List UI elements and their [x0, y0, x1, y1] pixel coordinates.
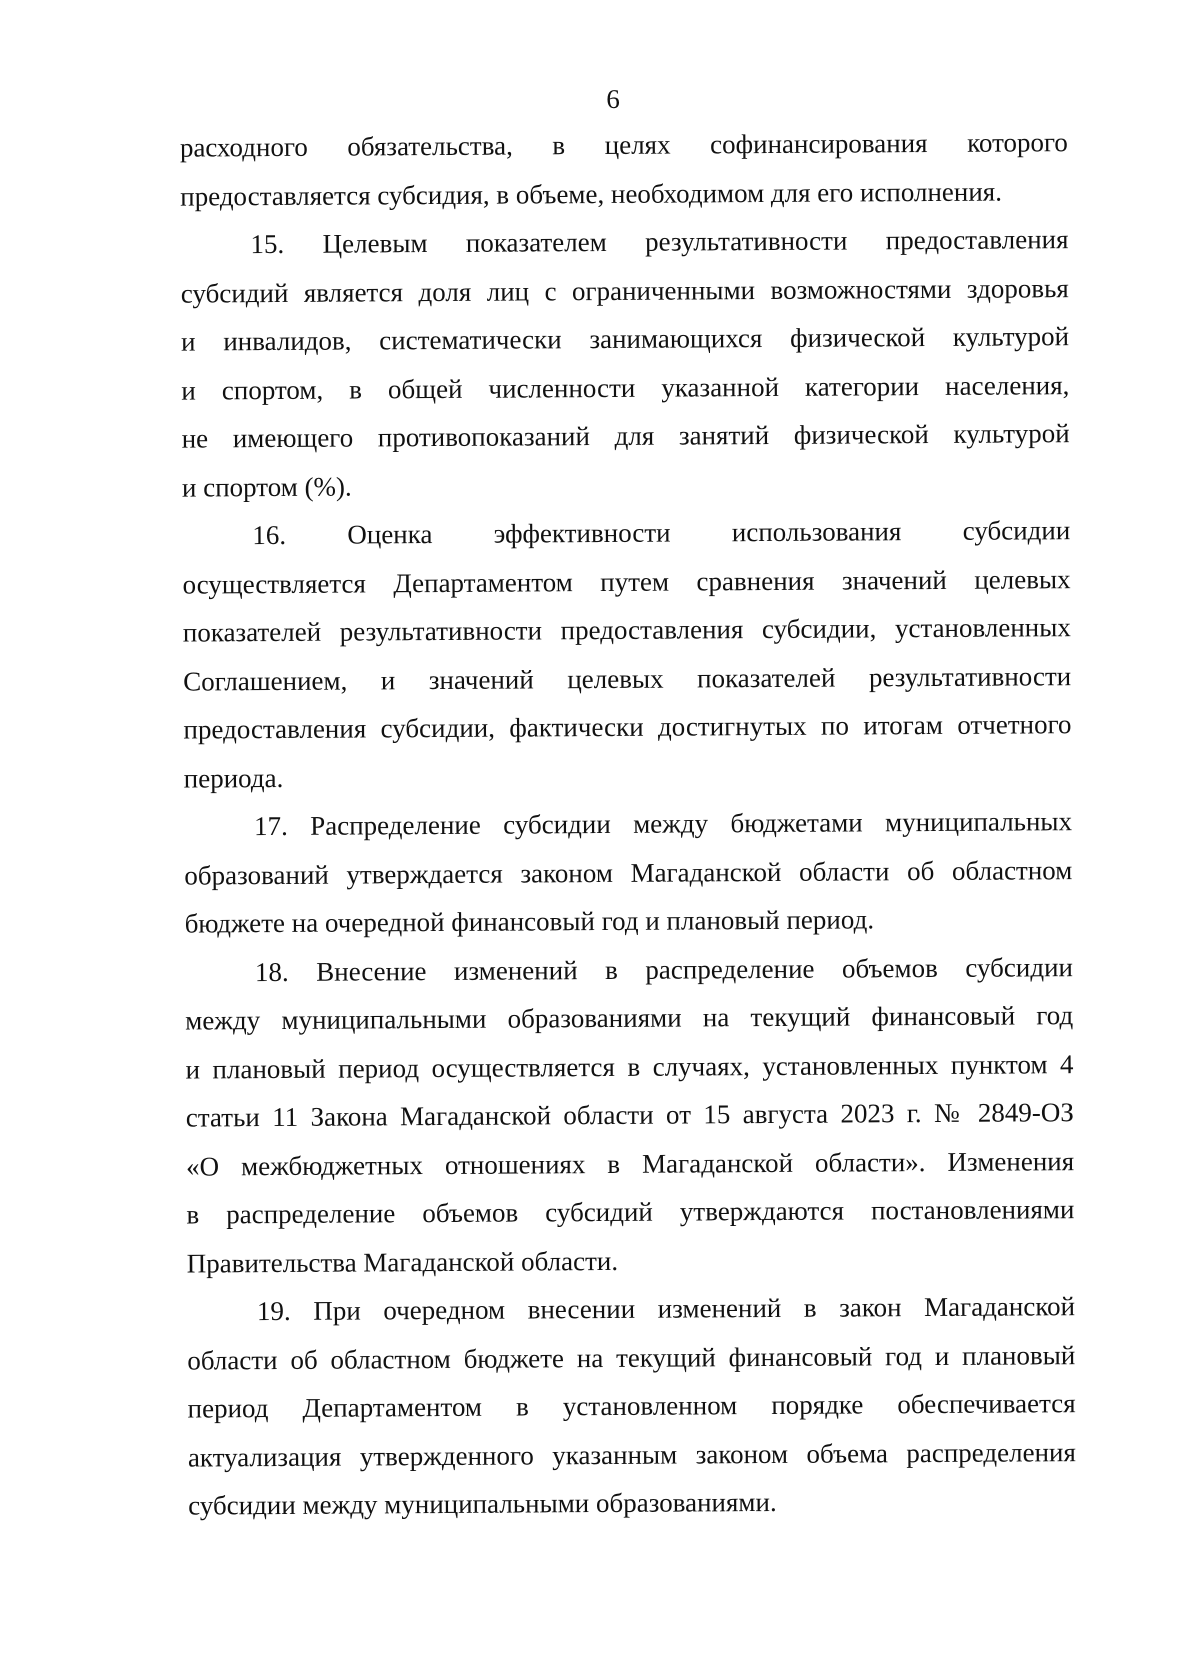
text-line: Правительства Магаданской области. — [186, 1245, 619, 1279]
text-line: период Департаментом в установленном порядке обеспечивается — [187, 1388, 1076, 1424]
text-line: «О межбюджетных отношениях в Магаданской области». Изменения — [186, 1145, 1075, 1182]
text-line: между муниципальными образованиями на текущий финансовый год — [185, 1000, 1074, 1036]
text-line: 18. Внесение изменений в распределение объемов субсидии — [254, 951, 1074, 987]
text-line: статьи 11 Закона Магаданской области от 15 августа 2023 г. № 2849-ОЗ — [185, 1097, 1074, 1133]
text-line: расходного обязательства, в целях софинансирования которого — [179, 127, 1068, 163]
text-line: бюджете на очередной финансовый год и плановый период. — [184, 904, 875, 939]
text-line: 16. Оценка эффективности использования субсидии — [252, 515, 1071, 551]
text-line: и спортом, в общей численности указанной категории населения, — [181, 369, 1070, 406]
text-line: субсидии между муниципальными образованиями. — [188, 1486, 777, 1521]
text-line: в распределение объемов субсидий утверждаются постановлениями — [186, 1194, 1075, 1230]
paragraph-16 — [182, 506, 1072, 802]
text-line: и спортом (%). — [181, 471, 352, 503]
text-line: 19. При очередном внесении изменений в закон Магаданской — [256, 1291, 1076, 1327]
text-line: актуализация утвержденного указанным законом объема распределения — [187, 1436, 1076, 1473]
page-number: 6 — [606, 83, 620, 114]
paragraph-17 — [184, 797, 1073, 948]
text-line: и плановый период осуществляется в случаях, установленных пунктом 4 — [185, 1048, 1074, 1085]
text-line: и инвалидов, систематически занимающихся физической культурой — [180, 321, 1070, 357]
text-line: не имеющего противопоказаний для занятий физической культурой — [181, 418, 1070, 454]
text-line: субсидий является доля лиц с ограниченными возможностями здоровья — [180, 272, 1069, 309]
paragraph-continuation — [180, 118, 1069, 220]
text-line: Соглашением, и значений целевых показателей результативности — [183, 660, 1072, 697]
paragraph-19 — [187, 1282, 1076, 1530]
text-line: осуществляется Департаментом путем сравнения значений целевых — [182, 563, 1071, 600]
text-line: области об областном бюджете на текущий финансовый год и плановый — [187, 1339, 1076, 1376]
text-line: предоставляется субсидия, в объеме, необходимом для его исполнения. — [180, 176, 1002, 212]
text-line: 17. Распределение субсидии между бюджетами муниципальных — [253, 806, 1073, 842]
paragraph-15 — [180, 215, 1070, 511]
paragraph-18 — [185, 943, 1075, 1288]
text-line: показателей результативности предоставления субсидии, установленных — [182, 612, 1071, 648]
text-line: предоставления субсидии, фактически достигнутых по итогам отчетного — [183, 709, 1072, 745]
text-line: 15. Целевым показателем результативности предоставления — [250, 224, 1069, 260]
document-body — [180, 118, 1077, 1530]
text-line: периода. — [183, 762, 284, 794]
text-line: образований утверждается законом Магаданской области об областном — [184, 854, 1073, 891]
